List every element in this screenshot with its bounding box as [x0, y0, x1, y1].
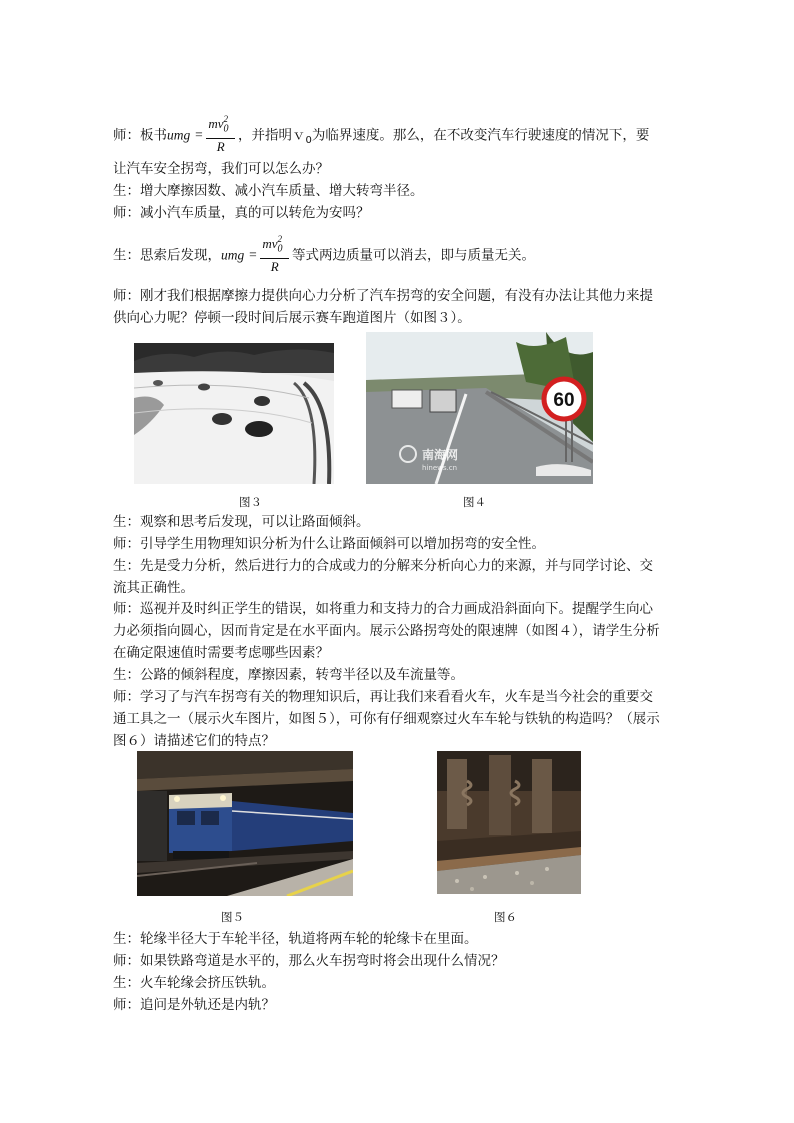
- formula-num-sub: 0: [223, 123, 229, 135]
- formula-lhs-2: umg: [221, 247, 245, 263]
- caption-figure-3: 图３: [239, 495, 262, 509]
- line-3: 生：增大摩擦因数、减小汽车质量、增大转弯半径。: [113, 183, 424, 199]
- line-15: 生：公路的倾斜程度，摩擦因素，转弯半径以及车流量等。: [113, 667, 464, 683]
- formula-num-sup: 2: [223, 114, 229, 124]
- line-7: 供向心力呢？停顿一段时间后展示赛车跑道图片（如图３）。: [113, 310, 471, 326]
- text-l5b: 等式两边质量可以消去，即与质量无关。: [292, 247, 536, 264]
- formula-fraction-2: [260, 236, 289, 275]
- formula-fraction: [206, 116, 235, 155]
- line-2: 让汽车安全拐弯，我们可以怎么办？: [113, 161, 329, 177]
- line-14: 在确定限速值时需要考虑哪些因素？: [113, 645, 329, 661]
- formula-num-2: mv: [262, 236, 278, 251]
- caption-figure-6: 图６: [494, 910, 517, 924]
- line-6: 师：刚才我们根据摩擦力提供向心力分析了汽车拐弯的安全问题，有没有办法让其他力来提: [113, 288, 653, 304]
- line-21: 生：火车轮缘会挤压铁轨。: [113, 975, 275, 991]
- text-l1sub: 0: [305, 134, 312, 146]
- speed-sign-value: 60: [553, 390, 575, 411]
- line-8: 生：观察和思考后发现，可以让路面倾斜。: [113, 514, 370, 530]
- watermark-subtext: hinews.cn: [422, 464, 458, 472]
- text-l1c: 为临界速度。那么，在不改变汽车行驶速度的情况下，要: [311, 127, 650, 144]
- line-16: 师：学习了与汽车拐弯有关的物理知识后，再让我们来看看火车，火车是当今社会的重要交: [113, 689, 653, 705]
- line-17: 通工具之一（展示火车图片，如图５），可你有仔细观察过火车车轮与铁轨的构造吗？（展示: [113, 711, 660, 727]
- line-1: [113, 116, 649, 155]
- line-13: 力必须指向圆心，因而肯定是在水平面内。展示公路拐弯处的限速牌（如图４），请学生分析: [113, 623, 660, 639]
- formula-num-sub-2: 0: [277, 243, 283, 255]
- formula-lhs: umg: [167, 127, 191, 143]
- line-9: 师：引导学生用物理知识分析为什么让路面倾斜可以增加拐弯的安全性。: [113, 536, 545, 552]
- watermark-text: 南海网: [422, 448, 459, 462]
- line-5: [113, 236, 535, 275]
- formula-num: mv: [208, 116, 224, 131]
- figure-4-speed-limit-photo: [366, 332, 593, 484]
- text-l5a: 生：思索后发现，: [113, 247, 221, 264]
- figure-6-wheel-rail-photo: [437, 751, 581, 894]
- text-l1b: ，并指明ｖ: [238, 127, 306, 144]
- figure-3-race-track-photo: [134, 343, 334, 484]
- line-19: 生：轮缘半径大于车轮半径，轨道将两车轮的轮缘卡在里面。: [113, 931, 478, 947]
- line-11: 流其正确性。: [113, 580, 194, 596]
- line-10: 生：先是受力分析，然后进行力的合成或力的分解来分析向心力的来源，并与同学讨论、交: [113, 558, 653, 574]
- line-4: 师：减小汽车质量，真的可以转危为安吗？: [113, 205, 370, 221]
- figure-5-train-photo: [137, 751, 353, 896]
- formula-eq-2: =: [248, 247, 258, 263]
- line-22: 师：追问是外轨还是内轨？: [113, 997, 275, 1013]
- formula-num-sup-2: 2: [277, 234, 283, 244]
- line-12: 师：巡视并及时纠正学生的错误，如将重力和支持力的合力画成沿斜面向下。提醒学生向心: [113, 601, 653, 617]
- formula-den: R: [216, 138, 225, 154]
- line-18: 图６）请描述它们的特点？: [113, 733, 275, 749]
- caption-figure-5: 图５: [221, 910, 244, 924]
- caption-figure-4: 图４: [463, 495, 486, 509]
- formula-den-2: R: [270, 258, 279, 274]
- line-20: 师：如果铁路弯道是水平的，那么火车拐弯时将会出现什么情况？: [113, 953, 505, 969]
- text-l1a: 师：板书: [113, 127, 167, 144]
- formula-eq: =: [194, 127, 204, 143]
